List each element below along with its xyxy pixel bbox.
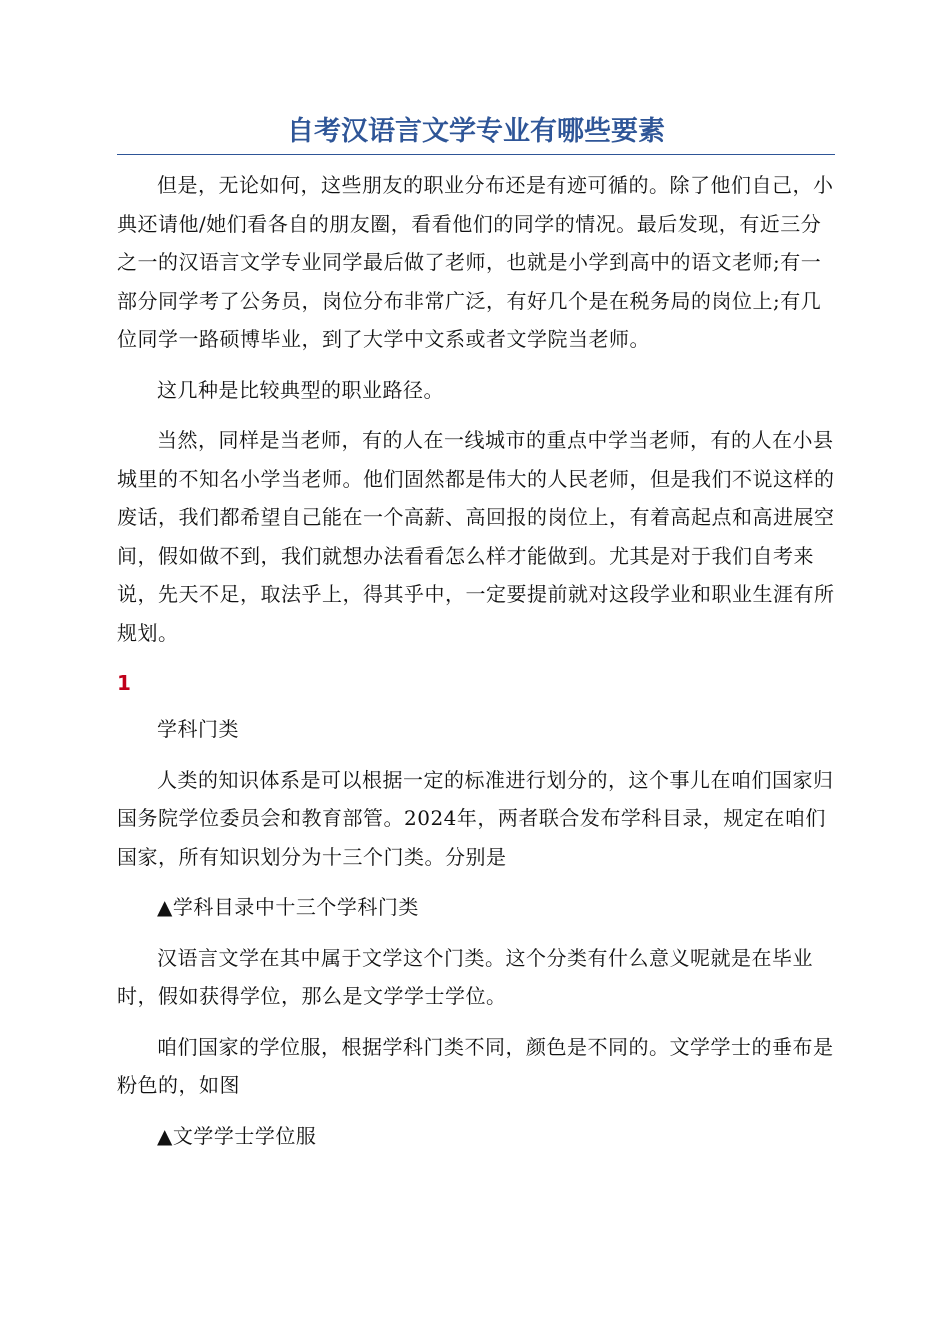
paragraph: 但是，无论如何，这些朋友的职业分布还是有迹可循的。除了他们自己，小典还请他/她们看各自的朋友圈，看看他们的同学的情况。最后发现，有近三分之一的汉语言文学专业同学最后做了老师，也就是小学到高中的语文老师;有一部分同学考了公务员，岗位分布非常广泛，有好几个是在税务局的岗位上;有几位同学一路硕博毕业，到了大学中文系或者文学院当老师。 xyxy=(117,173,834,351)
paragraph: 当然，同样是当老师，有的人在一线城市的重点中学当老师，有的人在小县城里的不知名小学当老师。他们固然都是伟大的人民老师，但是我们不说这样的废话，我们都希望自己能在一个高薪、高回报的岗位上，有着高起点和高进展空间，假如做不到，我们就想办法看看怎么样才能做到。尤其是对于我们自考来说，先天不足，取法乎上，得其乎中，一定要提前就对这段学业和职业生涯有所规划。 xyxy=(117,428,835,645)
document-title: 自考汉语言文学专业有哪些要素 xyxy=(287,116,665,147)
section-heading: 学科门类 xyxy=(157,717,239,741)
figure-caption: ▲文学学士学位服 xyxy=(157,1123,317,1148)
figure-caption: ▲学科目录中十三个学科门类 xyxy=(157,895,419,919)
paragraph: 这几种是比较典型的职业路径。 xyxy=(157,377,444,402)
title-underline xyxy=(117,154,835,155)
section-number: 1 xyxy=(117,671,131,695)
document-page xyxy=(117,110,835,1167)
paragraph: 汉语言文学在其中属于文学这个门类。这个分类有什么意义呢就是在毕业时，假如获得学位，那么是文学学士学位。 xyxy=(117,945,813,1008)
paragraph: 人类的知识体系是可以根据一定的标准进行划分的，这个事儿在咱们国家归国务院学位委员会和教育部管。2024年，两者联合发布学科目录，规定在咱们国家，所有知识划分为十三个门类。分别是 xyxy=(117,767,834,869)
paragraph: 咱们国家的学位服，根据学科门类不同，颜色是不同的。文学学士的垂布是粉色的，如图 xyxy=(117,1034,834,1097)
